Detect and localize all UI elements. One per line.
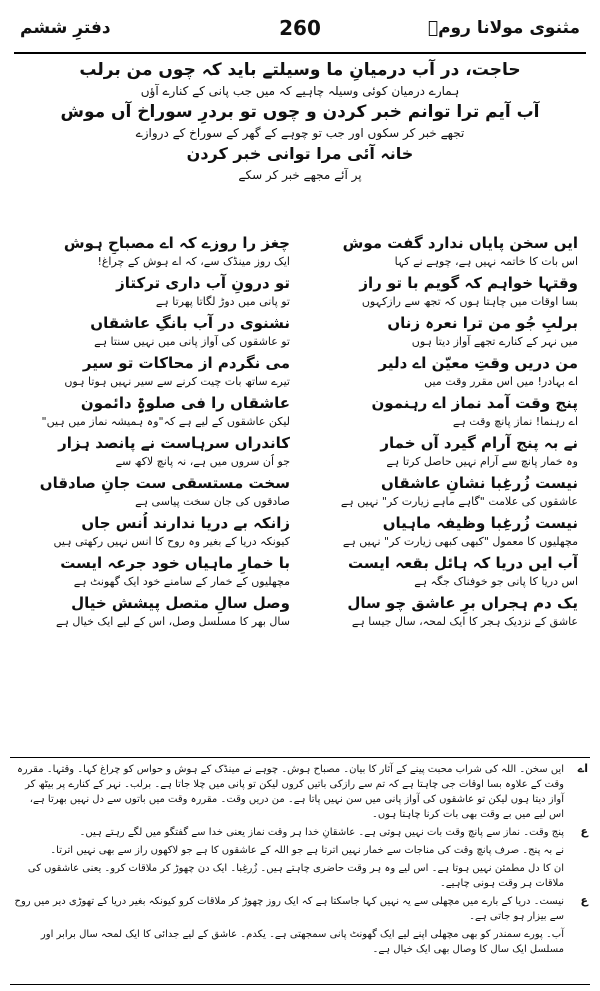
persian-hemistich: وصل سالِ متصل پیشش خیال xyxy=(71,594,290,612)
persian-hemistich: وقتہا خواہم کہ گویم با تو راز xyxy=(359,274,578,292)
footnotes xyxy=(12,762,588,960)
page-number: 260 xyxy=(279,16,321,40)
urdu-translation: مچھلیوں کے خمار کے سامنے خود ایک گھونٹ ہے xyxy=(73,575,290,588)
persian-hemistich: تو درونِ آب داری ترکتاز xyxy=(116,274,290,292)
verse xyxy=(22,592,290,632)
persian-hemistich: عاشقاں را فی صلوۃٍ دائمون xyxy=(80,394,290,412)
verse xyxy=(310,552,578,592)
persian-hemistich: پنج وقت آمد نماز اے رہنمون xyxy=(371,394,578,412)
urdu-translation: اے بہادر! میں اس مقرر وقت میں xyxy=(424,375,578,388)
book-title: مثنوی مولانا رومؒ xyxy=(427,18,580,38)
footnote xyxy=(12,894,588,924)
urdu-translation: تو عاشقوں کی آواز پانی میں نہیں سنتا ہے xyxy=(94,335,290,348)
verse xyxy=(22,392,290,432)
couplets xyxy=(22,232,578,750)
verse xyxy=(22,312,290,352)
urdu-translation: اس دریا کا پانی جو خوفناک جگہ ہے xyxy=(414,575,578,588)
verse xyxy=(22,272,290,312)
footnote xyxy=(12,762,588,822)
verse xyxy=(22,552,290,592)
persian-hemistich: یک دم ہجراں برِ عاشق چو سال xyxy=(347,594,578,612)
urdu-translation: لیکن عاشقوں کے لیے ہے کہ"وہ ہمیشہ نماز میں ہیں" xyxy=(41,415,290,428)
urdu-translation: عاشق کے نزدیک ہجر کا ایک لمحہ، سال جیسا ہے xyxy=(351,615,578,628)
verse xyxy=(310,312,578,352)
verse xyxy=(22,432,290,472)
footnote-text: ایں سخن۔ اللہ کی شراب محبت پینے کے آثار کا بیان۔ مصباح ہوش۔ چوہے نے مینڈک کے ہوش و حواس کو چراغ کہا۔ وقتہا۔ مقررہ وقت کے علاوہ بسا اوقات جی چاہتا ہے کہ تم سے رازکی باتیں کروں لیکن تو پانی میں چلا جاتا ہے۔ برلب۔ نہر کے کنارے پر بیٹھ کر آواز دیتا ہوں لیکن تو عاشقوں کی آواز پانی میں سن نہیں پاتا ہے۔ من دریں وقت۔ مقررہ وقت میں باتوں سے دل نہیں بھرتا ہے، اس لیے میں بے وقت بھی بات کرنا چاہتا ہوں۔ xyxy=(16,764,564,820)
verse xyxy=(310,392,578,432)
intro-urdu-line: ہمارے درمیان کوئی وسیلہ چاہیے کہ میں جب پانی کے کنارے آؤں xyxy=(140,84,460,98)
persian-hemistich: با خمارِ ماہیاں خود جرعہ ایست xyxy=(60,554,290,572)
footnote-number xyxy=(564,861,588,891)
verse xyxy=(22,232,290,272)
urdu-translation: تیرے ساتھ بات چیت کرنے سے سیر نہیں ہوتا ہوں xyxy=(64,375,290,388)
urdu-translation: بسا اوقات میں چاہتا ہوں کہ تجھ سے رازکہوں xyxy=(361,295,578,308)
verse xyxy=(310,472,578,512)
persian-hemistich: نشنوی در آب بانگِ عاشقاں xyxy=(90,314,290,332)
persian-hemistich: می نگردم از محاکات تو سیر xyxy=(82,354,290,372)
urdu-translation: اس بات کا خاتمہ نہیں ہے، چوہے نے کہا xyxy=(394,255,578,268)
persian-hemistich: نیست زُرغِبا وظیفہ ماہیاں xyxy=(382,514,578,532)
footnote-divider xyxy=(10,757,590,758)
verse xyxy=(310,272,578,312)
intro-persian-line: حاجت، در آب درمیانِ ما وسیلتے باید کہ چوں من برلب xyxy=(79,60,521,80)
urdu-translation: اے رہنما! نماز پانچ وقت ہے xyxy=(452,415,578,428)
intro-persian-line: خانہ آئی مرا توانی خبر کردن xyxy=(186,144,414,163)
footnote-text: آب۔ پورے سمندر کو بھی مچھلی اپنے لیے ایک گھونٹ پانی سمجھتی ہے۔ یکدم۔ عاشق کے لیے جدائی کا ایک لمحہ سال برابر اور مسلسل ایک سال کا وصال بھی ایک خیال ہے۔ xyxy=(40,929,564,955)
footnote-text: نیست۔ دریا کے بارے میں مچھلی سے یہ نہیں کہا جاسکتا ہے کہ ایک روز چھوڑ کر ملاقات کرو کیونکہ بغیر دریا کے تھوڑی دیر میں روح سے بیزار ہو جاتی ہے۔ xyxy=(14,896,564,922)
urdu-translation: مچھلیوں کا معمول "کبھی کبھی زیارت کر" نہیں ہے xyxy=(342,535,578,548)
section-title: دفترِ ششم xyxy=(20,18,111,38)
footnote-number: ع xyxy=(580,825,588,838)
verse xyxy=(310,352,578,392)
verse xyxy=(310,232,578,272)
intro-prose xyxy=(40,58,560,184)
footnote xyxy=(12,825,588,840)
left-hemistich-column xyxy=(22,232,290,632)
footnote-text: ان کا دل مطمئن نہیں ہوتا ہے۔ اس لیے وہ ہر وقت حاضری چاہتے ہیں۔ زُرغِبا۔ ایک دن چھوڑ کر ملاقات کرو۔ یعنی عاشقوں کی ملاقات ہر وقت ہونی چاہیے۔ xyxy=(27,863,564,889)
persian-hemistich: برلبِ جُو من ترا نعرہ زناں xyxy=(387,314,578,332)
persian-hemistich: کاندراں سرہاست نے پانصد ہزار xyxy=(58,434,290,452)
persian-hemistich: نیست زُرغِبا نشانِ عاشقاں xyxy=(380,474,578,492)
verse xyxy=(22,352,290,392)
verse xyxy=(310,512,578,552)
intro-persian-line: آب آیم ترا توانم خبر کردن و چوں تو بردرِ سوراخ آں موش xyxy=(60,102,540,122)
urdu-translation: سال بھر کا مسلسل وصل، اس کے لیے ایک خیال ہے xyxy=(56,615,290,628)
footnote-number: اے xyxy=(577,762,588,775)
urdu-translation: وہ خمار پانچ سے آرام نہیں حاصل کرتا ہے xyxy=(386,455,578,468)
persian-hemistich: آب ایں دریا کہ ہائل بقعہ ایست xyxy=(348,554,578,572)
footnote-number: ع xyxy=(580,894,588,907)
footnote xyxy=(12,861,588,891)
footnote-number xyxy=(564,843,588,858)
right-hemistich-column xyxy=(310,232,578,632)
footnote-text: پنج وقت۔ نماز سے پانچ وقت بات نہیں ہوتی ہے۔ عاشقانِ خدا ہر وقت نماز یعنی خدا سے گفتگو میں لگے رہتے ہیں۔ xyxy=(79,827,564,838)
persian-hemistich: زانکہ بے دریا ندارند اُنس جاں xyxy=(81,514,290,532)
persian-hemistich: من دریں وقتِ معیّن اے دلیر xyxy=(378,354,578,372)
footnote xyxy=(12,843,588,858)
bottom-rule xyxy=(10,984,590,985)
persian-hemistich: ایں سخن پایاں ندارد گفت موش xyxy=(342,234,578,252)
urdu-translation: عاشقوں کی علامت "گاہے ماہے زیارت کر" نہیں ہے xyxy=(340,495,578,508)
header-rule xyxy=(14,52,586,54)
verse xyxy=(310,592,578,632)
urdu-translation: میں نہر کے کنارے تجھے آواز دیتا ہوں xyxy=(411,335,578,348)
footnote xyxy=(12,927,588,957)
footnote-number xyxy=(564,927,588,957)
intro-urdu-line: تجھے خبر کر سکوں اور جب تو چوہے کے گھر کے سوراخ کے دروازے xyxy=(135,126,465,140)
footnote-text: نے بہ پنج۔ صرف پانچ وقت کی مناجات سے خمار نہیں اترتا ہے جو اللہ کے عاشقوں کا ہے جو لاکھوں راز سے بھی نہیں اترتا۔ xyxy=(50,845,564,856)
verse xyxy=(22,472,290,512)
persian-hemistich: نے بہ پنج آرام گیرد آں خمار xyxy=(380,434,578,452)
verse xyxy=(22,512,290,552)
urdu-translation: کیونکہ دریا کے بغیر وہ روح کا انس نہیں رکھتی ہیں xyxy=(53,535,290,548)
urdu-translation: جو اُن سروں میں ہے، نہ پانچ لاکھ سے xyxy=(115,455,290,468)
urdu-translation: تو پانی میں دوڑ لگاتا پھرتا ہے xyxy=(155,295,290,308)
verse xyxy=(310,432,578,472)
urdu-translation: صادقوں کی جان سخت پیاسی ہے xyxy=(135,495,290,508)
persian-hemistich: سخت مستسقی ست جانِ صادقاں xyxy=(39,474,290,492)
urdu-translation: ایک روز مینڈک سے، کہ اے ہوش کے چراغ! xyxy=(97,255,290,268)
persian-hemistich: چغز را روزے کہ اے مصباحِ ہوش xyxy=(63,234,290,252)
intro-urdu-line: پر آئے مجھے خبر کر سکے xyxy=(238,168,362,182)
page-header xyxy=(14,10,586,52)
